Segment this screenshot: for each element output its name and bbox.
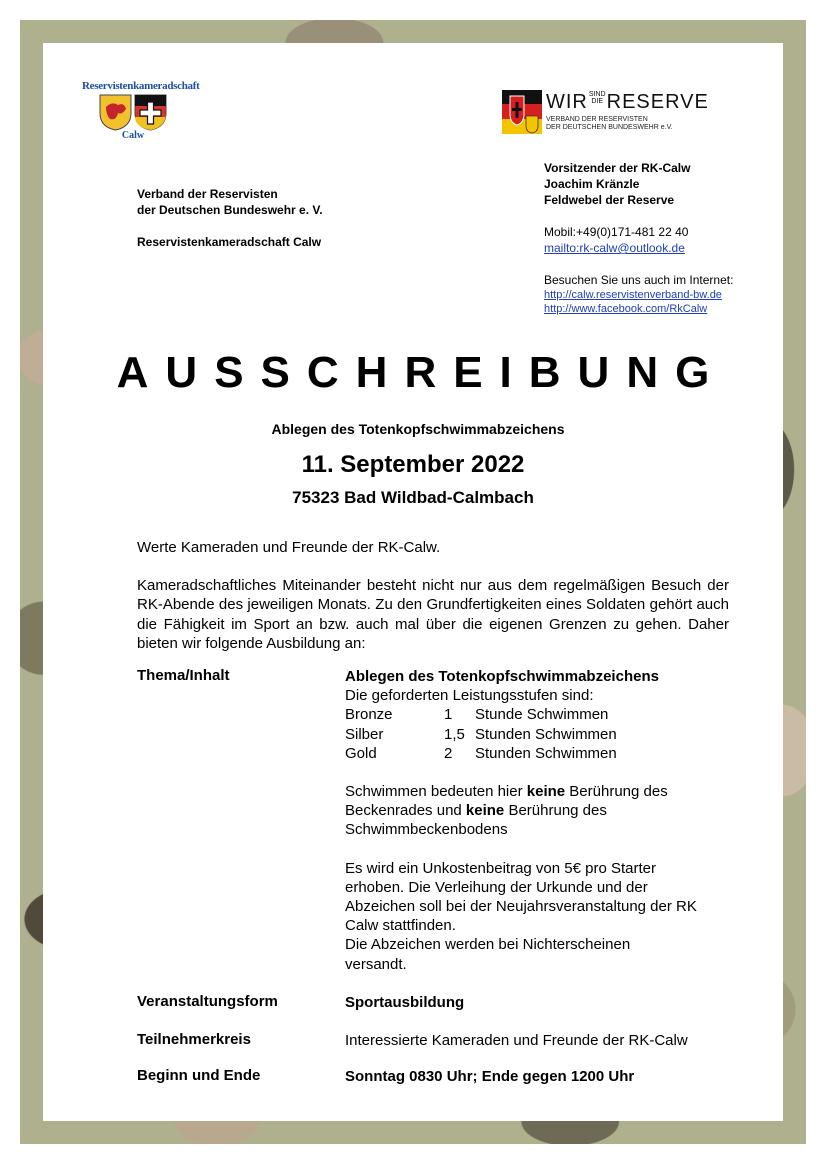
level-name: Bronze <box>345 706 393 724</box>
contact-mobile: Mobil:+49(0)171-481 22 40 <box>544 225 689 239</box>
sender-line2: der Deutschen Bundeswehr e. V. <box>137 203 323 217</box>
thema-intro: Die geforderten Leistungsstufen sind: <box>345 687 594 705</box>
contact-name: Joachim Kränzle <box>544 177 640 191</box>
wordmark-wir: WIR <box>546 91 588 113</box>
contact-facebook-link[interactable]: http://www.facebook.com/RkCalw <box>544 303 708 315</box>
level-hours: 1 <box>444 706 453 724</box>
participants-label: Teilnehmerkreis <box>137 1031 251 1048</box>
logo-subtitle <box>546 116 673 132</box>
contact-email-link[interactable]: mailto:rk-calw@outlook.de <box>544 241 685 255</box>
form-value: Sportausbildung <box>345 994 465 1011</box>
form-label: Veranstaltungsform <box>137 993 278 1010</box>
logo-wordmark <box>546 91 709 114</box>
sender-line3: Reservistenkameradschaft Calw <box>137 235 322 249</box>
logo-caption: Calw <box>121 130 145 141</box>
fee-text-2: Die Abzeichen werden bei Nichterscheinen versandt. <box>345 936 631 973</box>
logo-arc-text: Reservistenkameradschaft <box>82 80 200 92</box>
wordmark-sind: SIND <box>588 91 606 98</box>
thema-label: Thema/Inhalt <box>137 667 230 684</box>
contact-visit: Besuchen Sie uns auch im Internet: <box>544 273 734 287</box>
rk-calw-logo <box>82 80 200 144</box>
table-row <box>345 744 617 763</box>
page-title: AUSSCHREIBUNG <box>116 348 727 397</box>
thema-content <box>345 667 735 974</box>
reserve-flag-icon <box>502 90 542 134</box>
sender-block <box>137 186 323 250</box>
wir-sind-die-reserve-logo <box>502 90 742 138</box>
table-row <box>345 705 617 724</box>
time-label: Beginn und Ende <box>137 1067 261 1084</box>
logo-sub-line1: VERBAND DER RESERVISTEN <box>546 116 648 123</box>
contact-block <box>544 160 733 316</box>
participants-value: Interessierte Kameraden und Freunde der RK-Calw <box>345 1032 688 1049</box>
fee-text: Es wird ein Unkostenbeitrag von 5€ pro Starter erhoben. Die Verleihung der Urkunde und der Abzeichen soll bei der Neujahrsveranstaltung der RK Calw stattfinden. <box>345 859 697 935</box>
event-place: 75323 Bad Wildbad-Calmbach <box>292 488 534 507</box>
page-subtitle: Ablegen des Totenkopfschwimmabzeichens <box>271 421 565 437</box>
level-name: Silber <box>345 725 384 743</box>
logo-sub-line2: DER DEUTSCHEN BUNDESWEHR e.V. <box>546 124 673 131</box>
table-row <box>345 725 617 744</box>
swim-rule <box>345 782 715 840</box>
rule-bold2: keine <box>465 802 505 820</box>
level-hours: 2 <box>444 744 453 762</box>
level-text: Stunden Schwimmen <box>475 725 617 743</box>
rule-part2: Berührung des Beckenrades und <box>345 783 668 820</box>
level-text: Stunden Schwimmen <box>475 744 617 762</box>
level-name: Gold <box>345 744 377 762</box>
rule-part3: Berührung des Schwimmbeckenbodens <box>345 802 607 839</box>
greeting: Werte Kameraden und Freunde der RK-Calw. <box>137 539 441 556</box>
wordmark-die: DIE <box>591 98 604 105</box>
intro-paragraph: Kameradschaftliches Miteinander besteht nicht nur aus dem regelmäßigen Besuch der RK-Abende des jeweiligen Monats. Zu den Grundfertigkeiten eines Soldaten gehört auch die Fähigkeit im Sport an bzw. auch mal über die eigenen Grenzen zu gehen. Daher bieten wir folgende Ausbildung an: <box>137 577 729 652</box>
sender-line1: Verband der Reservisten <box>137 187 278 201</box>
contact-rank: Feldwebel der Reserve <box>544 193 675 207</box>
wordmark-reserve: RESERVE <box>606 91 709 113</box>
levels-table <box>345 705 617 763</box>
contact-role: Vorsitzender der RK-Calw <box>544 161 691 175</box>
thema-heading: Ablegen des Totenkopfschwimmabzeichens <box>345 668 659 685</box>
wordmark-sind-die <box>589 91 606 105</box>
event-date: 11. September 2022 <box>301 451 525 478</box>
level-hours: 1,5 <box>444 725 465 743</box>
intro-text <box>137 538 729 653</box>
contact-website-link[interactable]: http://calw.reservistenverband-bw.de <box>544 289 722 301</box>
rule-part1: Schwimmen bedeuten hier <box>345 783 527 801</box>
coat-of-arms-icon <box>98 93 168 131</box>
rule-bold1: keine <box>526 783 566 801</box>
time-value: Sonntag 0830 Uhr; Ende gegen 1200 Uhr <box>345 1068 635 1085</box>
level-text: Stunde Schwimmen <box>475 706 609 724</box>
